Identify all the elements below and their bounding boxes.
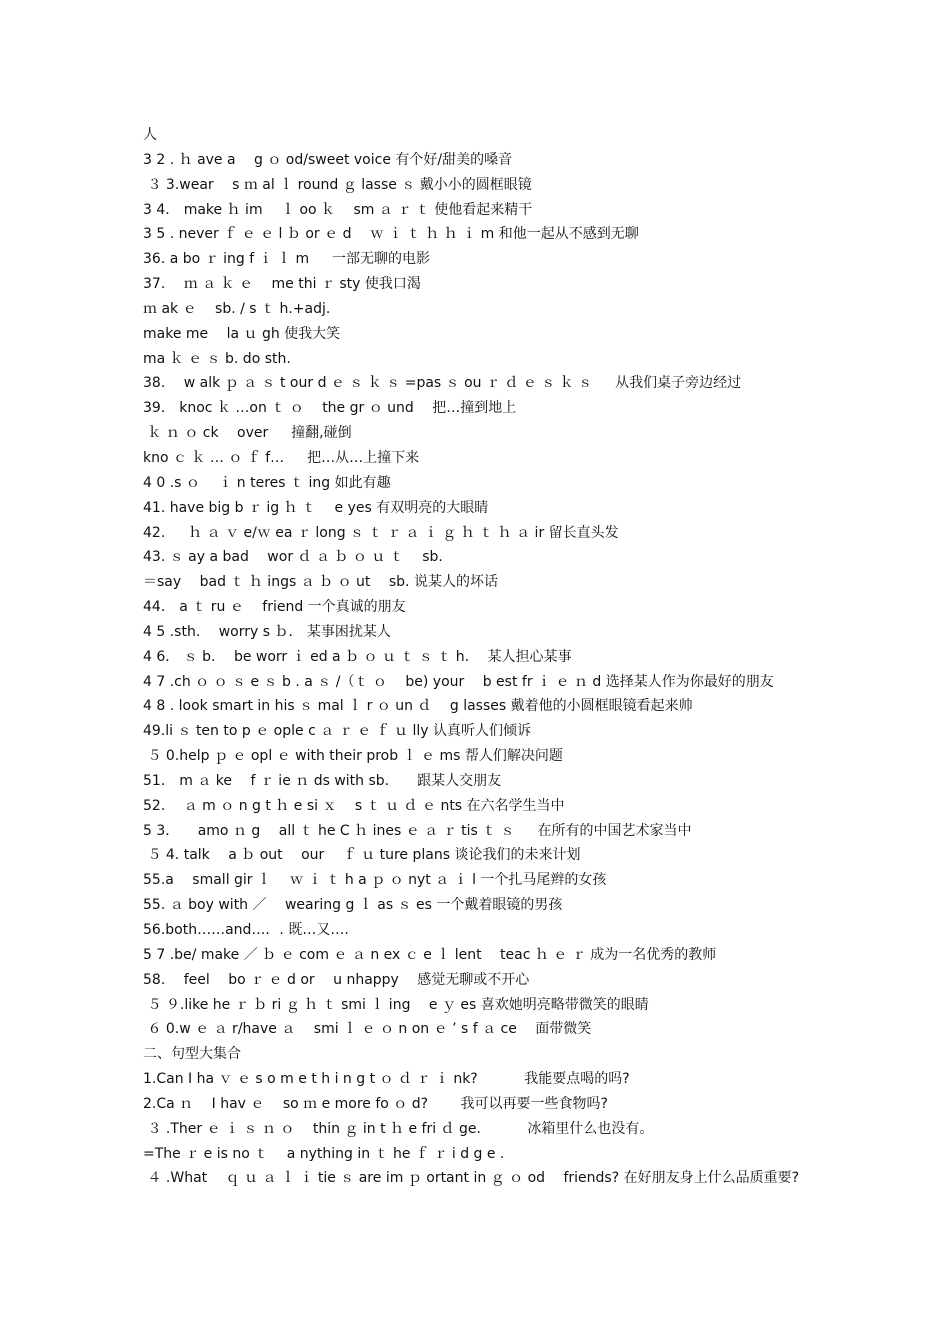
text-line: ６ 0.w ｅ ａ r/have ａ smi ｌ ｅ ｏ n on ｅ ’ s f ａ ce 面带微笑 <box>143 1021 592 1038</box>
text-line: ３ 3.wear s ｍ al ｌ round ｇ lasse ｓ 戴小小的圆框眼镜 <box>143 176 532 193</box>
text-line: 55.a small gir ｌ ｗ ｉ ｔ h a ｐ ｏ nyt ａ ｉ l 一个扎马尾辫的女孩 <box>143 872 607 889</box>
text-line: ｋ ｎ ｏ ck over 撞翻,碰倒 <box>143 425 352 442</box>
text-line: 43. ｓ ay a bad wor ｄ ａ ｂ ｏ ｕ ｔ sb. <box>143 549 443 566</box>
text-line: 56.both……and…．. 既…又…. <box>143 922 349 938</box>
text-line: 4 8 . look smart in his ｓ mal ｌ r ｏ un ｄ g lasses 戴着他的小圆框眼镜看起来帅 <box>143 698 693 715</box>
text-line: 4 6． ｓ b. be worr ｉ ed a ｂ ｏ ｕ ｔ ｓ ｔ h. 某人担心某事 <box>143 648 572 665</box>
text-line: ma ｋ ｅ ｓ b. do sth. <box>143 350 291 367</box>
text-line: 3 2 . ｈ ave a g ｏ od/sweet voice 有个好/甜美的嗓音 <box>143 151 513 168</box>
text-line: =The ｒ e is no ｔ a nything in ｔ he ｆ ｒ i d g e . <box>143 1145 505 1162</box>
text-line: 39． knoc ｋ …on ｔ ｏ the gr ｏ und 把…撞到地上 <box>143 400 517 417</box>
text-line: 44． a ｔ ru ｅ friend 一个真诚的朋友 <box>143 599 406 616</box>
text-line: 52. ａ m ｏ n g t ｈ e si ｘ s ｔ ｕ ｄ ｅ nts 在六名学生当中 <box>143 797 565 814</box>
text-line: ｍ ak ｅ sb. / s ｔ h.+adj. <box>143 300 331 317</box>
text-line: kno ｃ ｋ … ｏ ｆ f… 把…从…上撞下来 <box>143 449 420 466</box>
text-line: 4 7 .ch ｏ ｏ ｓ e ｓ b . a ｓ /（ｔ ｏ be) your b est fr ｉ ｅ ｎ d 选择某人作为你最好的朋友 <box>143 673 774 690</box>
text-line: 49.li ｓ ten to p ｅ ople c ａ ｒ ｅ ｆ ｕ lly 认真听人们倾诉 <box>143 723 531 740</box>
section-heading: 二、句型大集合 <box>143 1046 241 1063</box>
text-line: ３ .Ther ｅ ｉ ｓ ｎ ｏ thin ｇ in t ｈ e fri ｄ ge. 冰箱里什么也没有。 <box>143 1120 654 1137</box>
text-line: 4 5 .sth. worry s ｂ． 某事困扰某人 <box>143 623 391 640</box>
text-line: 5 7 .be/ make ／ ｂ ｅ com ｅ ａ n ex ｃ e ｌ lent teac ｈ ｅ ｒ 成为一名优秀的教师 <box>143 946 717 963</box>
text-line: make me la ｕ gh 使我大笑 <box>143 325 341 342</box>
text-line: 3 5 . never ｆ ｅ ｅ l ｂ or ｅ d ｗ ｉ ｔ ｈ ｈ ｉ m 和他一起从不感到无聊 <box>143 226 639 243</box>
text-line: 2.Ca ｎ I hav ｅ so ｍ e more fo ｏ d? 我可以再要一些食物吗? <box>143 1095 608 1112</box>
text-line: 3 4． make ｈ im ｌ oo ｋ sm ａ ｒ ｔ 使他看起来精干 <box>143 201 533 218</box>
text-line: 4 0 .s ｏ ｉ n teres ｔ ing 如此有趣 <box>143 474 391 491</box>
text-line: ５ 4. talk a ｂ out our ｆ ｕ ture plans 谈论我们的未来计划 <box>143 847 581 864</box>
text-line: ５ ９.like he ｒ ｂ ri ｇ ｈ ｔ smi ｌ ing e ｙ es 喜欢她明亮略带微笑的眼睛 <box>143 996 649 1013</box>
text-line: 41. have big b ｒ ig ｈ ｔ e yes 有双明亮的大眼睛 <box>143 499 489 516</box>
text-line: 5 3． amo ｎ g all ｔ he C ｈ ines ｅ ａ ｒ tis ｔ ｓ 在所有的中国艺术家当中 <box>143 822 692 839</box>
text-line: 1.Can I ha ｖ ｅ s o m e t h i n g t ｏ ｄ ｒ ｉ nk? 我能要点喝的吗? <box>143 1071 630 1088</box>
text-line: 58. feel bo ｒ ｅ d or u nhappy 感觉无聊或不开心 <box>143 971 530 988</box>
text-line: 51． m ａ ke f ｒ ie ｎ ds with sb． 跟某人交朋友 <box>143 772 502 789</box>
document-body <box>143 123 813 1191</box>
text-line: 36. a bo ｒ ing f ｉ ｌ m 一部无聊的电影 <box>143 251 431 268</box>
text-line: ＝say bad ｔ ｈ ings ａ ｂ ｏ ut sb. 说某人的坏话 <box>143 574 498 591</box>
text-line: 37. ｍ ａ ｋ ｅ me thi ｒ sty 使我口渴 <box>143 276 421 293</box>
text-line: 55. ａ boy with ／ wearing g ｌ as ｓ es 一个戴着眼镜的男孩 <box>143 897 563 914</box>
text-line: ５ 0.help ｐ ｅ opl ｅ with their prob ｌ ｅ ms 帮人们解决问题 <box>143 748 563 765</box>
text-line: 人 <box>143 127 157 143</box>
text-line: 38. w alk ｐ ａ ｓ t our d ｅ ｓ ｋ ｓ =pas ｓ ou ｒ ｄ ｅ ｓ ｋ ｓ 从我们桌子旁边经过 <box>143 375 742 392</box>
text-line: 42. ｈ ａ ｖ e/ｗ ea ｒ long ｓ ｔ ｒ ａ ｉ ｇ ｈ ｔ ｈ ａ ir 留长直头发 <box>143 524 619 541</box>
text-line: ４ .What ｑ ｕ ａ ｌ ｉ tie ｓ are im ｐ ortant in ｇ ｏ od friends? 在好朋友身上什么品质重要? <box>143 1170 800 1187</box>
